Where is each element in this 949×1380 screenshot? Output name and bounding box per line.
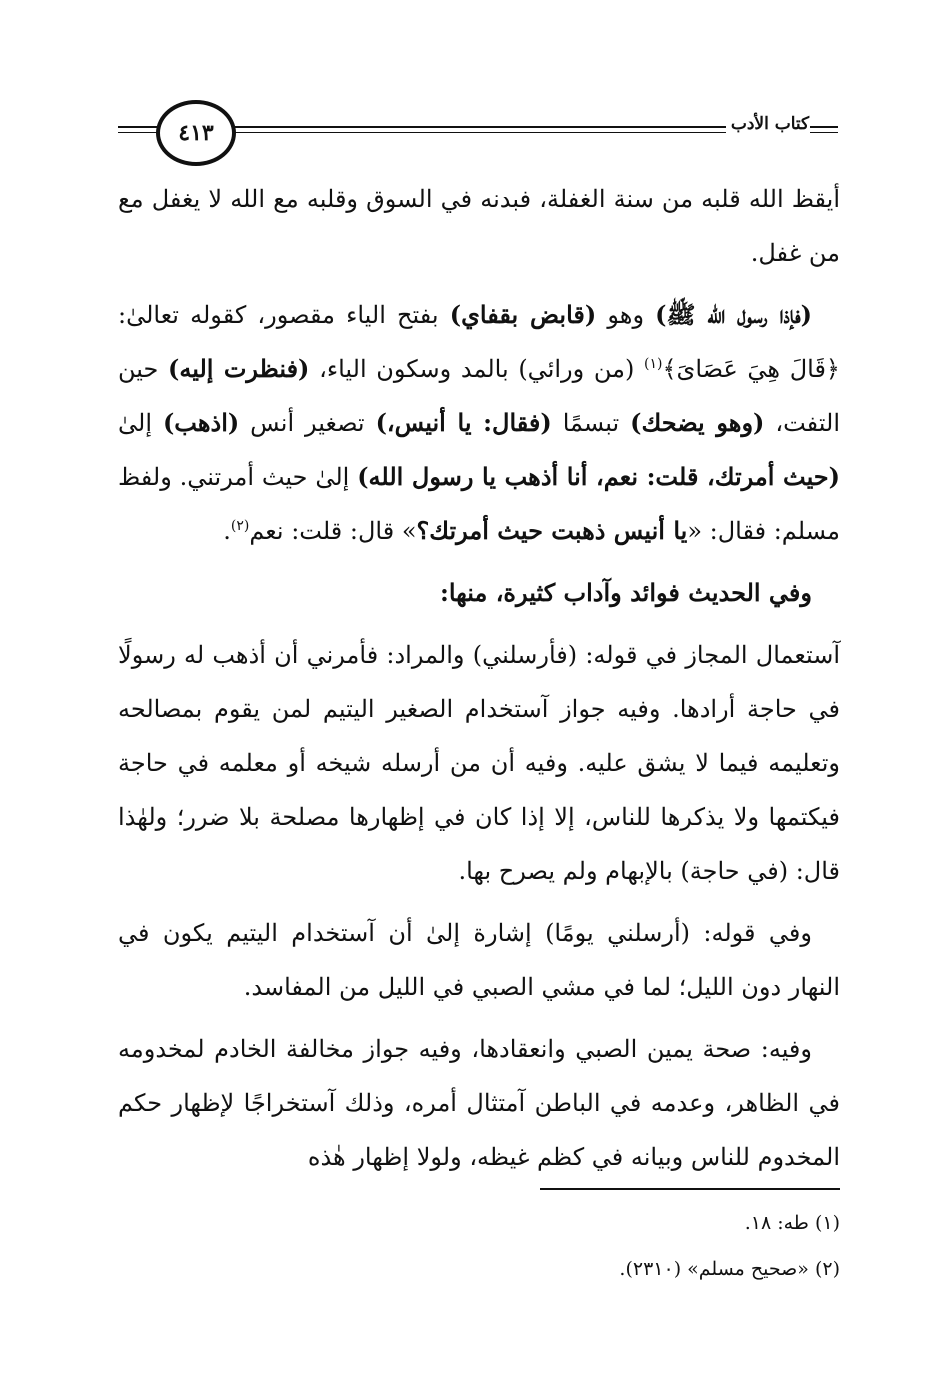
text-span: تبسمًا bbox=[551, 409, 631, 437]
text-span: إلىٰ حيث أمرتني. ولفظ مسلم: فقال: « bbox=[118, 463, 840, 545]
footnote-1: (١) طه: ١٨. bbox=[744, 1212, 840, 1234]
footnote-2: (٢) «صحيح مسلم» (٢٣١٠). bbox=[619, 1258, 840, 1280]
header-rule bbox=[118, 126, 158, 128]
text-span: . bbox=[223, 517, 231, 545]
text-span: إلىٰ bbox=[118, 409, 163, 437]
paragraph: أيقظ الله قلبه من سنة الغفلة، فبدنه في السوق وقلبه مع الله لا يغفل مع من غفل. bbox=[118, 185, 841, 267]
footnotes bbox=[118, 1200, 840, 1292]
quoted-phrase: (فإذا رسول الله ﷺ) bbox=[655, 300, 813, 329]
paragraph: وفي قوله: (أرسلني يومًا) إشارة إلىٰ أن آستخدام اليتيم يكون في النهار دون الليل؛ لما في مشي الصبي في الليل من المفاسد. bbox=[118, 919, 840, 1001]
text-span: (من ورائي) بالمد وسكون الياء، bbox=[309, 355, 644, 383]
quoted-phrase: (قابض بقفاي) bbox=[449, 300, 597, 329]
quoted-phrase: يا أنيس ذهبت حيث أمرتك؟ bbox=[416, 516, 688, 545]
header-rule bbox=[226, 132, 726, 133]
page-header bbox=[118, 96, 838, 168]
footnote-ref[interactable]: (٢) bbox=[230, 518, 250, 534]
paragraph bbox=[118, 288, 840, 558]
header-rule bbox=[810, 132, 838, 133]
header-rule bbox=[810, 126, 838, 128]
text-span: حين التفت، bbox=[118, 355, 841, 437]
text-span: تصغير أنس bbox=[239, 409, 376, 437]
quoted-phrase: (فنظرت إليه) bbox=[168, 354, 310, 383]
quoted-phrase: (فقال: يا أنيس،) bbox=[375, 408, 552, 437]
footnote-divider bbox=[540, 1188, 840, 1190]
heading-text: وفي الحديث فوائد وآداب كثيرة، منها: bbox=[440, 578, 812, 607]
text-span: » قال: قلت: نعم bbox=[249, 517, 417, 545]
main-text bbox=[118, 172, 840, 1192]
quoted-phrase: (اذهب) bbox=[162, 408, 240, 437]
text-span: وهو bbox=[596, 301, 656, 329]
header-rule bbox=[226, 126, 726, 128]
footnote-ref[interactable]: (١) bbox=[644, 356, 663, 372]
quoted-phrase: (وهو يضحك) bbox=[630, 408, 765, 437]
paragraph: وفيه: صحة يمين الصبي وانعقادها، وفيه جواز مخالفة الخادم لمخدومه في الظاهر، وعدمه في الباطن آمتثال أمره، وذلك آستخراجًا لإظهار حكم المخدوم للناس وبيانه في كظم غيظه، ولولا إظهار هٰذه bbox=[118, 1035, 840, 1171]
text-span: بفتح الياء مقصور، كقوله تعالىٰ: ﴿قَالَ هِيَ عَصَاىَ﴾ bbox=[118, 301, 840, 383]
quoted-phrase: (حيث أمرتك، قلت: نعم، أنا أذهب يا رسول الله) bbox=[357, 462, 841, 491]
section-heading bbox=[118, 566, 840, 620]
page-number: ٤١٣ bbox=[156, 100, 236, 166]
header-rule bbox=[118, 132, 158, 133]
running-title: كتاب الأدب bbox=[730, 114, 810, 134]
paragraph: آستعمال المجاز في قوله: (فأرسلني) والمراد: فأمرني أن أذهب له رسولًا في حاجة أرادها. وفيه جواز آستخدام الصغير اليتيم لمن يقوم بمصالحه وتعليمه فيما لا يشق عليه. وفيه أن من أرسله شيخه أو معلمه في حاجة فيكتمها ولا يذكرها للناس، إلا إذا كان في إظهارها مصلحة بلا ضرر؛ ولهٰذا قال: (في حاجة) بالإبهام ولم يصرح بها. bbox=[118, 641, 840, 885]
